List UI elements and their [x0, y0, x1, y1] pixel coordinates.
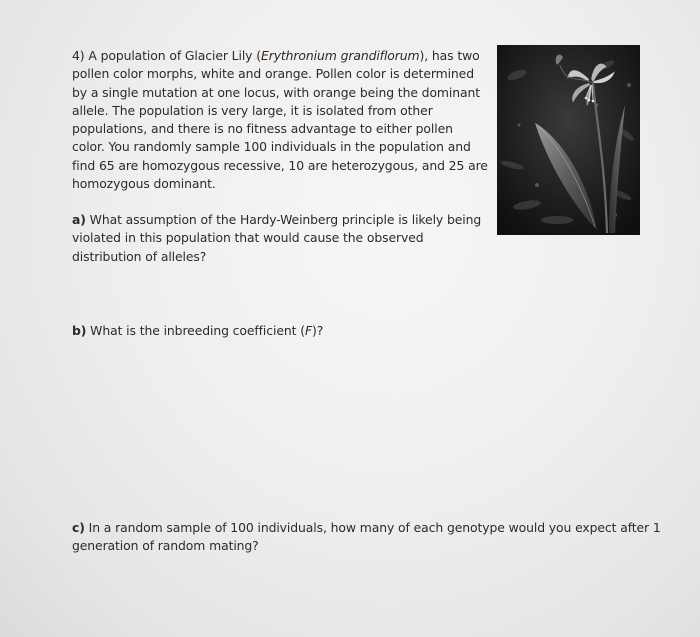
question-part-a	[72, 211, 492, 266]
question-part-c	[72, 519, 672, 556]
part-a-label: a)	[72, 212, 86, 227]
intro-line-3: allele. The population is very large, it is isolated from other	[72, 102, 433, 118]
lily-photo-illustration	[497, 45, 640, 235]
part-c-line-0: c) In a random sample of 100 individuals, how many of each genotype would you expect after 1	[72, 520, 661, 535]
part-c-label: c)	[72, 520, 85, 535]
intro-line-4: populations, and there is no fitness advantage to either pollen	[72, 121, 453, 137]
intro-line-1: pollen color morphs, white and orange. Pollen color is determined	[72, 66, 474, 82]
part-b-line-0: b) What is the inbreeding coefficient (F)?	[72, 323, 324, 338]
intro-line-7: homozygous dominant.	[72, 176, 216, 192]
glacier-lily-photo	[497, 45, 640, 235]
part-a-line-0: a) What assumption of the Hardy-Weinberg principle is likely being	[72, 212, 482, 227]
intro-line-5: color. You randomly sample 100 individuals in the population and	[72, 139, 471, 155]
species-name: Erythronium grandiflorum	[260, 48, 420, 63]
intro-line-0: 4) A population of Glacier Lily (Erythronium grandiflorum), has two	[72, 48, 480, 63]
part-a-line-1: violated in this population that would cause the observed	[72, 230, 424, 246]
question-4-intro	[72, 47, 492, 193]
part-b-label: b)	[72, 323, 87, 338]
intro-line-2: by a single mutation at one locus, with orange being the dominant	[72, 84, 480, 100]
question-part-b	[72, 322, 492, 340]
inbreeding-symbol: F	[304, 323, 312, 338]
intro-line-6: find 65 are homozygous recessive, 10 are heterozygous, and 25 are	[72, 157, 488, 173]
part-c-line-1: generation of random mating?	[72, 538, 259, 554]
part-a-line-2: distribution of alleles?	[72, 248, 207, 264]
